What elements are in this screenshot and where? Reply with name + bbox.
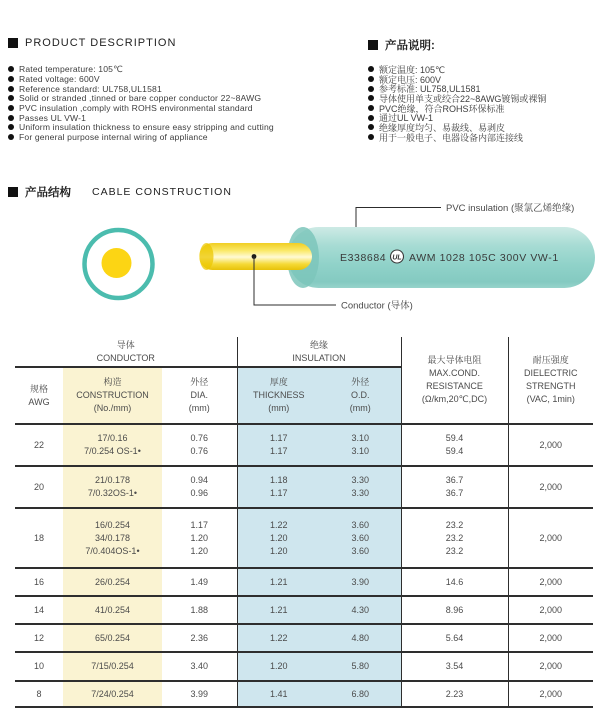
cell-thickness: 1.22 bbox=[237, 624, 320, 652]
cell-dia: 1.49 bbox=[162, 568, 237, 596]
list-item-text: Uniform insulation thickness to ensure easy stripping and cutting bbox=[19, 122, 274, 133]
cell-dielectric: 2,000 bbox=[508, 466, 593, 508]
square-bullet-icon bbox=[368, 40, 378, 50]
cell-thickness: 1.17 1.17 bbox=[237, 424, 320, 466]
cell-thickness: 1.18 1.17 bbox=[237, 466, 320, 508]
table-row bbox=[15, 652, 593, 681]
bullet-icon bbox=[8, 86, 14, 92]
bullet-icon bbox=[8, 66, 14, 72]
product-notes-title: 产品说明: bbox=[385, 40, 435, 52]
bullet-icon bbox=[368, 76, 374, 82]
list-item-text: 导体使用单支或绞合22~8AWG镀锡或裸铜 bbox=[379, 93, 547, 104]
list-item-text: 额定温度: 105℃ bbox=[379, 64, 446, 75]
spec-table bbox=[15, 337, 593, 708]
bullet-icon bbox=[368, 86, 374, 92]
ul-mark-icon bbox=[391, 250, 404, 263]
table-row bbox=[15, 624, 593, 652]
column-header-resistance: 最大导体电阻 MAX.COND. RESISTANCE (Ω/km,20℃,DC) bbox=[401, 337, 508, 424]
bullet-icon bbox=[8, 105, 14, 111]
list-item-text: Rated temperature: 105℃ bbox=[19, 63, 123, 74]
list-item-text: 通过UL VW-1 bbox=[379, 113, 434, 124]
cell-dia: 0.94 0.96 bbox=[162, 466, 237, 508]
cell-construction: 26/0.254 bbox=[63, 568, 162, 596]
cell-od: 4.30 bbox=[320, 596, 401, 624]
bullet-icon bbox=[8, 76, 14, 82]
cell-thickness: 1.20 bbox=[237, 652, 320, 681]
cell-thickness: 1.21 bbox=[237, 568, 320, 596]
cell-dia: 3.40 bbox=[162, 652, 237, 681]
list-item-text: 参考标准: UL758,UL1581 bbox=[379, 84, 481, 95]
cell-thickness: 1.22 1.20 1.20 bbox=[237, 508, 320, 568]
bullet-icon bbox=[8, 124, 14, 130]
cell-dielectric: 2,000 bbox=[508, 596, 593, 624]
bullet-icon bbox=[368, 66, 374, 72]
cell-od: 4.80 bbox=[320, 624, 401, 652]
cell-construction: 41/0.254 bbox=[63, 596, 162, 624]
list-item-text: PVC insulation ,comply with ROHS environmental standard bbox=[19, 103, 253, 114]
list-item-text: 用于一般电子、电器设备内部连接线 bbox=[379, 132, 524, 143]
cell-construction: 17/0.16 7/0.254 OS-1• bbox=[63, 424, 162, 466]
cell-dia: 3.99 bbox=[162, 681, 237, 707]
cell-od: 5.80 bbox=[320, 652, 401, 681]
cell-awg: 18 bbox=[15, 508, 63, 568]
cell-awg: 14 bbox=[15, 596, 63, 624]
cell-resistance: 3.54 bbox=[401, 652, 508, 681]
list-item-text: Solid or stranded ,tinned or bare copper conductor 22~8AWG bbox=[19, 93, 262, 104]
table-row bbox=[15, 568, 593, 596]
cell-awg: 20 bbox=[15, 466, 63, 508]
list-item-text: Passes UL VW-1 bbox=[19, 112, 87, 123]
cell-construction: 16/0.254 34/0.178 7/0.404OS-1• bbox=[63, 508, 162, 568]
bullet-icon bbox=[8, 115, 14, 121]
cable-diagram bbox=[0, 192, 603, 332]
bullet-icon bbox=[8, 95, 14, 101]
cell-awg: 10 bbox=[15, 652, 63, 681]
list-item bbox=[8, 74, 274, 84]
cell-dielectric: 2,000 bbox=[508, 568, 593, 596]
list-item bbox=[8, 94, 274, 104]
bullet-icon bbox=[368, 124, 374, 130]
product-description-title: PRODUCT DESCRIPTION bbox=[25, 37, 177, 49]
bullet-icon bbox=[368, 115, 374, 121]
bullet-icon bbox=[368, 95, 374, 101]
product-description-header bbox=[8, 37, 176, 49]
cell-od: 3.90 bbox=[320, 568, 401, 596]
cable-construction-title-cn: 产品结构 bbox=[25, 187, 71, 199]
table-row bbox=[15, 466, 593, 508]
cell-od: 3.60 3.60 3.60 bbox=[320, 508, 401, 568]
cell-dia: 1.17 1.20 1.20 bbox=[162, 508, 237, 568]
cell-resistance: 5.64 bbox=[401, 624, 508, 652]
cell-od: 3.30 3.30 bbox=[320, 466, 401, 508]
column-header-dia: 外径 DIA. (mm) bbox=[162, 367, 237, 424]
cell-resistance: 14.6 bbox=[401, 568, 508, 596]
table-row bbox=[15, 424, 593, 466]
cell-dia: 2.36 bbox=[162, 624, 237, 652]
table-row bbox=[15, 508, 593, 568]
cell-resistance: 36.7 36.7 bbox=[401, 466, 508, 508]
cell-thickness: 1.41 bbox=[237, 681, 320, 707]
cell-resistance: 23.2 23.2 23.2 bbox=[401, 508, 508, 568]
cell-construction: 65/0.254 bbox=[63, 624, 162, 652]
conductor-label: Conductor (导体) bbox=[341, 300, 413, 312]
cell-awg: 12 bbox=[15, 624, 63, 652]
svg-text:UL: UL bbox=[392, 254, 402, 262]
list-item bbox=[368, 132, 546, 142]
product-description-list bbox=[8, 65, 274, 143]
bullet-icon bbox=[8, 134, 14, 140]
cell-construction: 7/24/0.254 bbox=[63, 681, 162, 707]
list-item bbox=[8, 103, 274, 113]
cell-dielectric: 2,000 bbox=[508, 624, 593, 652]
cable-print-right: AWM 1028 105C 300V VW-1 bbox=[409, 252, 559, 264]
cable-construction-title-en: CABLE CONSTRUCTION bbox=[92, 186, 232, 198]
square-bullet-icon bbox=[8, 38, 18, 48]
cell-construction: 7/15/0.254 bbox=[63, 652, 162, 681]
table-row bbox=[15, 681, 593, 707]
table-row bbox=[15, 596, 593, 624]
column-header-thickness: 厚度 THICKNESS (mm) bbox=[237, 367, 320, 424]
cell-awg: 16 bbox=[15, 568, 63, 596]
list-item bbox=[8, 65, 274, 75]
column-header-awg: 规格 AWG bbox=[15, 367, 63, 424]
cell-od: 3.10 3.10 bbox=[320, 424, 401, 466]
bullet-icon bbox=[368, 134, 374, 140]
list-item bbox=[8, 123, 274, 133]
cell-dielectric: 2,000 bbox=[508, 508, 593, 568]
list-item-text: For general purpose internal wiring of appliance bbox=[19, 132, 208, 143]
cell-dia: 0.76 0.76 bbox=[162, 424, 237, 466]
list-item-text: 绝缘厚度均匀、易裁线、易剥皮 bbox=[379, 122, 506, 133]
spec-table-container bbox=[15, 337, 593, 708]
group-header-conductor: 导体 CONDUCTOR bbox=[15, 337, 237, 367]
list-item bbox=[8, 132, 274, 142]
cable-cross-section-conductor bbox=[102, 248, 132, 278]
column-header-dielectric: 耐压强度 DIELECTRIC STRENGTH (VAC, 1min) bbox=[508, 337, 593, 424]
product-notes-list bbox=[368, 65, 546, 143]
list-item-text: Rated voltage: 600V bbox=[19, 74, 100, 85]
list-item bbox=[8, 84, 274, 94]
cable-print-left: E338684 bbox=[340, 252, 387, 264]
bullet-icon bbox=[368, 105, 374, 111]
spec-table-body bbox=[15, 424, 593, 707]
list-item-text: 额定电压: 600V bbox=[379, 74, 442, 85]
list-item bbox=[8, 113, 274, 123]
cell-construction: 21/0.178 7/0.32OS-1• bbox=[63, 466, 162, 508]
cell-od: 6.80 bbox=[320, 681, 401, 707]
cell-dielectric: 2,000 bbox=[508, 652, 593, 681]
cell-resistance: 59.4 59.4 bbox=[401, 424, 508, 466]
group-header-insulation: 绝缘 INSULATION bbox=[237, 337, 401, 367]
cell-awg: 22 bbox=[15, 424, 63, 466]
list-item-text: Reference standard: UL758,UL1581 bbox=[19, 83, 162, 94]
column-header-od: 外径 O.D. (mm) bbox=[320, 367, 401, 424]
cell-dia: 1.88 bbox=[162, 596, 237, 624]
cell-thickness: 1.21 bbox=[237, 596, 320, 624]
list-item-text: PVC绝缘，符合ROHS环保标准 bbox=[379, 103, 505, 114]
cell-awg: 8 bbox=[15, 681, 63, 707]
conductor-cut-face bbox=[200, 243, 214, 270]
cell-dielectric: 2,000 bbox=[508, 681, 593, 707]
column-header-construction: 构造 CONSTRUCTION (No./mm) bbox=[63, 367, 162, 424]
cell-resistance: 2.23 bbox=[401, 681, 508, 707]
cell-resistance: 8.96 bbox=[401, 596, 508, 624]
cell-dielectric: 2,000 bbox=[508, 424, 593, 466]
product-notes-header bbox=[368, 37, 435, 53]
pvc-insulation-label: PVC insulation (聚氯乙烯绝缘) bbox=[446, 203, 575, 214]
table-group-header-row bbox=[15, 337, 593, 367]
